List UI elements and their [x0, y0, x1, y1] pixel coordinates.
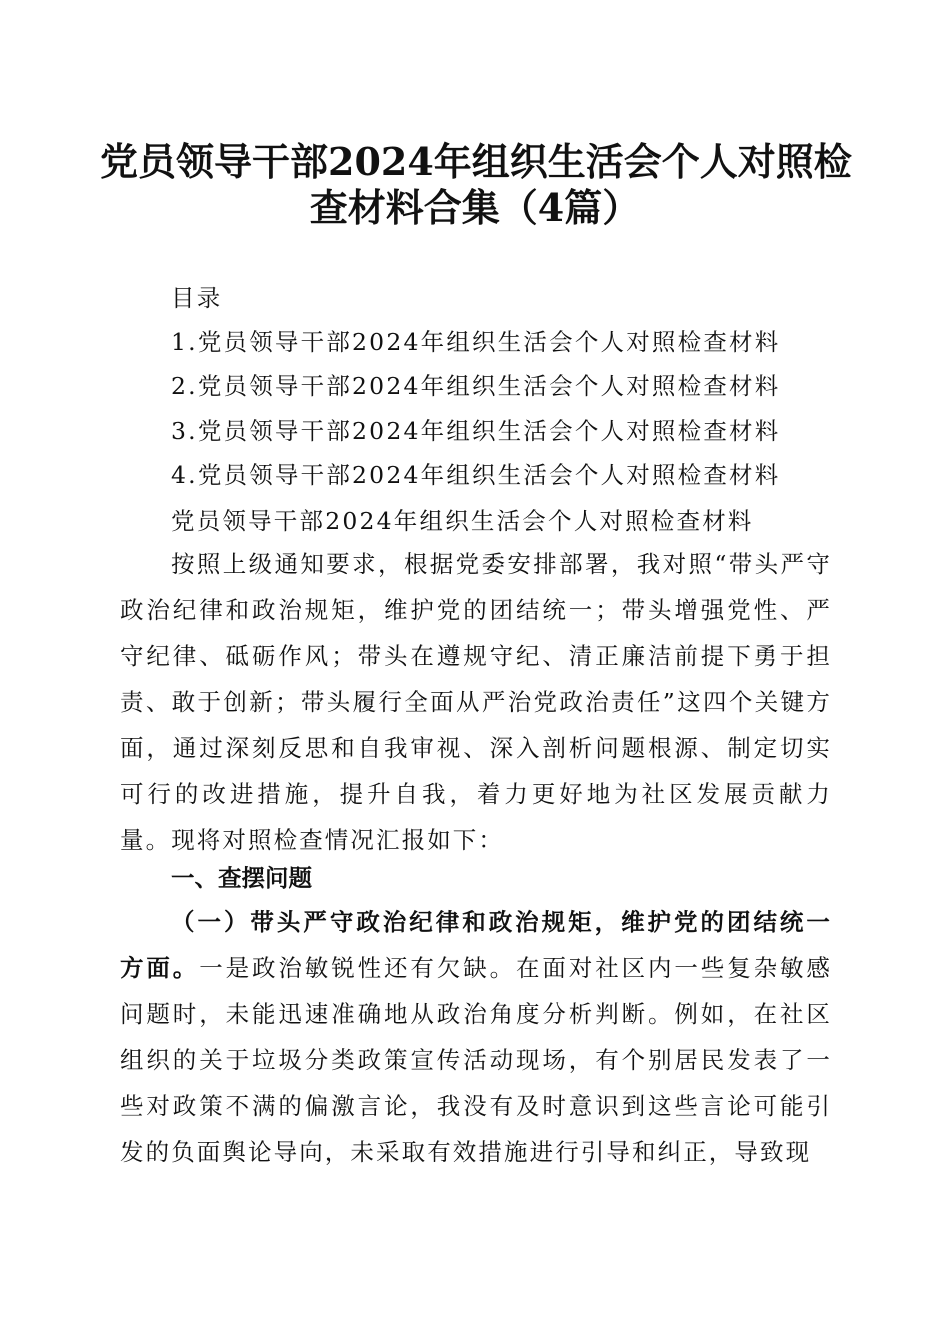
toc-item: 4.党员领导干部2024年组织生活会个人对照检查材料 [171, 461, 781, 489]
subsection-paragraph [120, 899, 832, 1175]
article-title: 党员领导干部2024年组织生活会个人对照检查材料 [171, 507, 754, 535]
toc-item: 1.党员领导干部2024年组织生活会个人对照检查材料 [171, 328, 781, 356]
toc-heading: 目录 [171, 284, 223, 312]
section-heading: 一、查摆问题 [171, 864, 312, 892]
document-title-line-2: 查材料合集（4篇） [309, 185, 641, 230]
intro-paragraph: 按照上级通知要求，根据党委安排部署，我对照“带头严守政治纪律和政治规矩，维护党的团结统一；带头增强党性、严守纪律、砥砺作风；带头在遵规守纪、清正廉洁前提下勇于担责、敢于创新；带头履行全面从严治党政治责任”这四个关键方面，通过深刻反思和自我审视、深入剖析问题根源、制定切实可行的改进措施，提升自我，着力更好地为社区发展贡献力量。现将对照检查情况汇报如下： [120, 550, 832, 854]
subsection-lead: （一）带头严守政治纪律和政治规矩，维护党的团结统一方面。 [120, 908, 832, 982]
toc-item: 3.党员领导干部2024年组织生活会个人对照检查材料 [171, 417, 781, 445]
document-title-line-1: 党员领导干部2024年组织生活会个人对照检 [100, 139, 852, 184]
toc-item: 2.党员领导干部2024年组织生活会个人对照检查材料 [171, 372, 781, 400]
subsection-text: 一是政治敏锐性还有欠缺。在面对社区内一些复杂敏感问题时，未能迅速准确地从政治角度分析判断。例如，在社区组织的关于垃圾分类政策宣传活动现场，有个别居民发表了一些对政策不满的偏激言论，我没有及时意识到这些言论可能引发的负面舆论导向，未采取有效措施进行引导和纠正，导致现 [120, 954, 832, 1166]
